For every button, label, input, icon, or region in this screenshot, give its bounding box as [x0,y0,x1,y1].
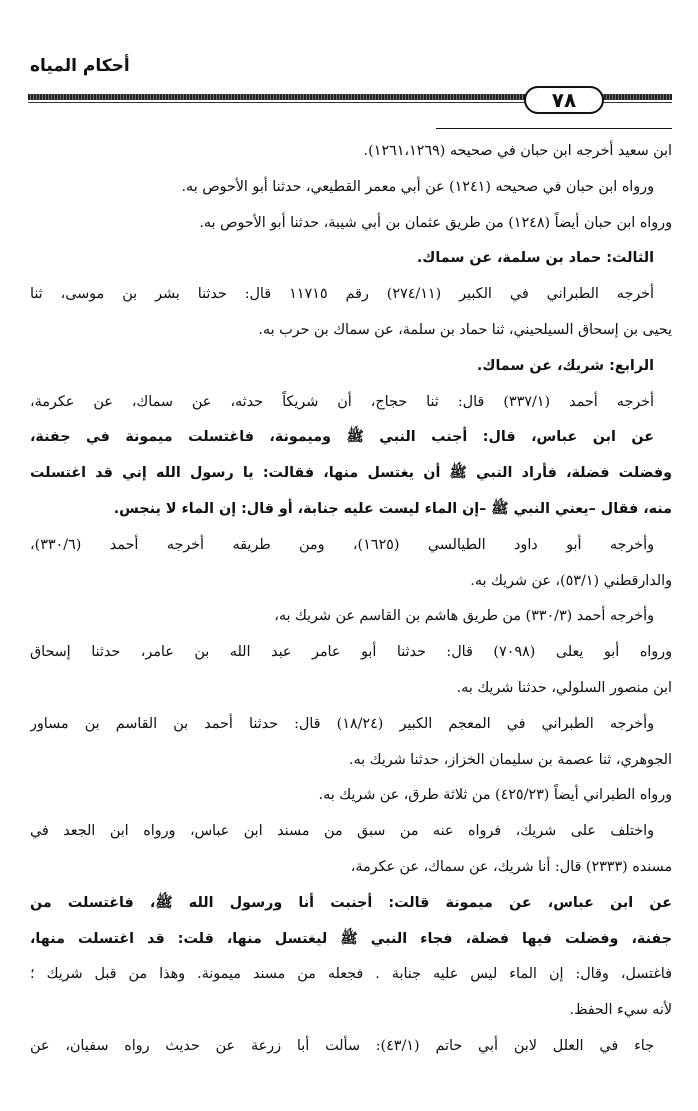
text-line: واختلف على شريك، فرواه عنه من سبق من مسند ابن عباس، ورواه ابن الجعد في [30,823,654,840]
section-heading: الرابع: شريك، عن سماك. [476,357,654,374]
running-title: أحكام المياه [30,56,130,76]
text-line: ابن منصور السلولي، حدثنا شريك به. [456,679,672,696]
text-line: وأخرجه أحمد (٣٣٠/٣) من طريق هاشم بن القاسم عن شريك به، [274,608,654,625]
text-line: ورواه ابن حبان أيضاً (١٢٤٨) من طريق عثمان بن أبي شيبة، حدثنا أبو الأحوص به. [199,214,672,231]
hadith-text: عن ابن عباس، قال: أجنب النبي ﷺ وميمونة، فاغتسلت ميمونة في جفنة، [30,429,654,446]
text-line: ورواه ابن حبان في صحيحه (١٢٤١) عن أبي معمر القطيعي، حدثنا أبو الأحوص به. [181,178,654,195]
text-line: مسنده (٢٣٣٣) قال: أنا شريك، عن سماك، عن عكرمة، [350,858,672,875]
text-line: ابن سعيد أخرجه ابن حبان في صحيحه (١٢٦١،١٢٦٩). [363,143,672,159]
text-line: ورواه أبو يعلى (٧٠٩٨) قال: حدثنا أبو عامر عبد الله بن عامر، حدثنا إسحاق [30,644,672,661]
hadith-text: منه، فقال –يعني النبي ﷺ –إن الماء ليست عليه جنابة، أو قال: إن الماء لا ينجس. [113,500,672,517]
text-line: وأخرجه أبو داود الطيالسي (١٦٢٥)، ومن طريقه أخرجه أحمد (٣٣٠/٦)، [30,536,654,553]
hadith-text: عن ابن عباس، عن ميمونة قالت: أجنبت أنا ورسول الله ﷺ، فاغتسلت من [30,894,672,911]
text-line: يحيى بن إسحاق السيلحيني، ثنا حماد بن سلمة، عن سماك بن حرب به. [258,321,672,338]
page-number: ٧٨ [524,86,604,114]
hadith-text: وفضلت فضلة، فأراد النبي ﷺ أن يغتسل منها، فقالت: يا رسول الله إني قد اغتسلت [30,465,672,482]
section-heading: الثالث: حماد بن سلمة، عن سماك. [416,250,654,267]
footnote-separator [436,128,672,129]
hadith-text: جفنة، وفضلت فيها فضلة، فجاء النبي ﷺ ليغتسل منها، قلت: قد اغتسلت منها، [30,930,672,947]
text-line: والدارقطني (٥٣/١)، عن شريك به. [470,572,672,589]
text-line: أخرجه أحمد (٣٣٧/١) قال: ثنا حجاج، أن شريكاً حدثه، عن سماك، عن عكرمة، [30,393,654,410]
text-line: ورواه الطبراني أيضاً (٤٢٥/٢٣) من ثلاثة طرق، عن شريك به. [318,787,672,804]
body-text [30,134,672,1065]
text-line: وأخرجه الطبراني في المعجم الكبير (١٨/٢٤) قال: حدثنا أحمد بن القاسم بن مساور [30,715,654,732]
text-line: لأنه سيء الحفظ. [569,1002,672,1019]
text-line: جاء في العلل لابن أبي حاتم (٤٣/١): سألت أبا زرعة عن حديث رواه سفيان، عن [30,1037,655,1054]
text-line: أخرجه الطبراني في الكبير (٢٧٤/١١) رقم ١١٧١٥ قال: حدثنا بشر بن موسى، ثنا [30,286,654,303]
text-line: فاغتسل، وقال: إن الماء ليس عليه جنابة . فجعله من مسند ميمونة. وهذا من قبل شريك ؛ [30,966,672,983]
text-line: الجوهري، ثنا عصمة بن سليمان الخزاز، حدثنا شريك به. [348,751,672,768]
